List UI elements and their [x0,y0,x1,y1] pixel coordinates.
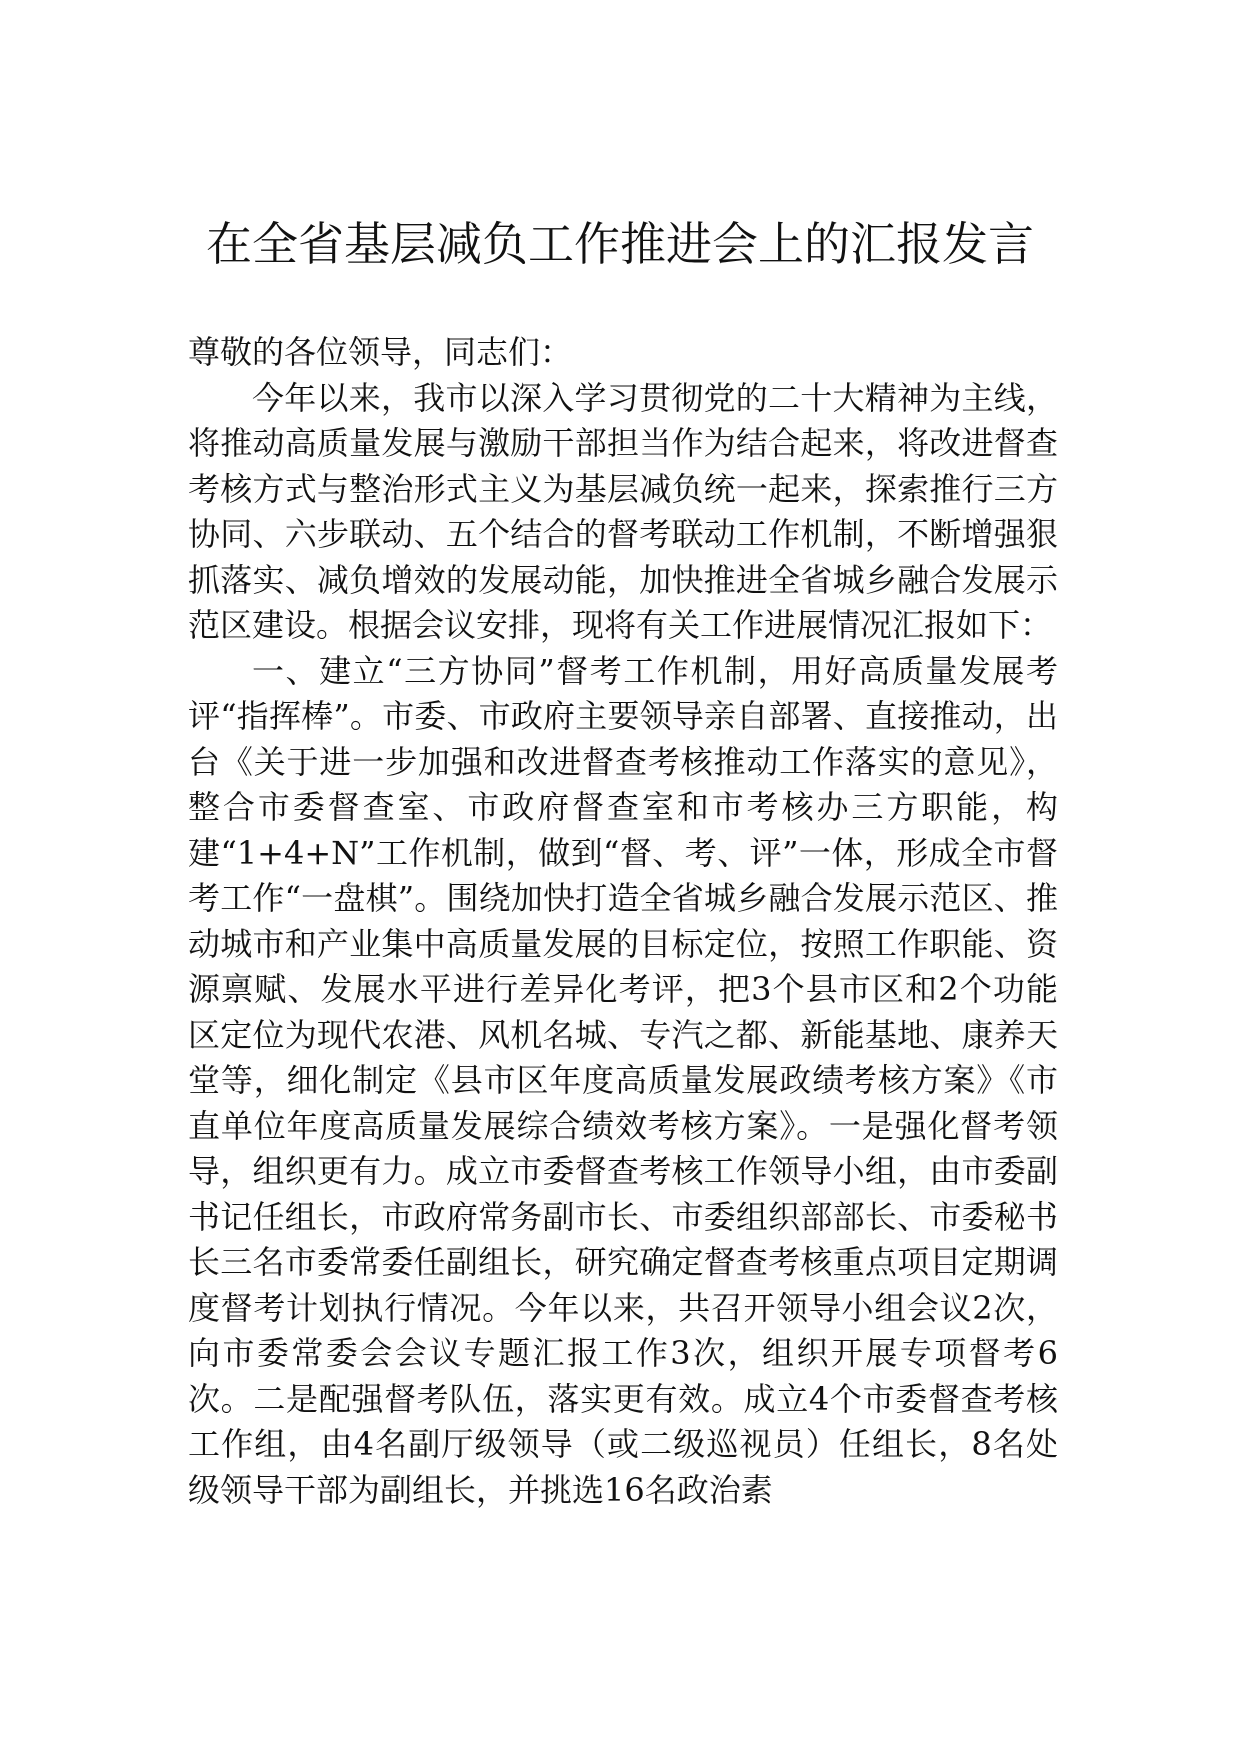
paragraph-section-one: 一、建立“三方协同”督考工作机制，用好高质量发展考评“指挥棒”。市委、市政府主要领导亲自部署、直接推动，出台《关于进一步加强和改进督查考核推动工作落实的意见》，整合市委督查室、市政府督查室和市考核办三方职能，构建“1+4+N”工作机制，做到“督、考、评”一体，形成全市督考工作“一盘棋”。围绕加快打造全省城乡融合发展示范区、推动城市和产业集中高质量发展的目标定位，按照工作职能、资源禀赋、发展水平进行差异化考评，把3个县市区和2个功能区定位为现代农港、风机名城、专汽之都、新能基地、康养天堂等，细化制定《县市区年度高质量发展政绩考核方案》《市直单位年度高质量发展综合绩效考核方案》。一是强化督考领导，组织更有力。成立市委督查考核工作领导小组，由市委副书记任组长，市政府常务副市长、市委组织部部长、市委秘书长三名市委常委任副组长，研究确定督查考核重点项目定期调度督考计划执行情况。今年以来，共召开领导小组会议2次，向市委常委会会议专题汇报工作3次，组织开展专项督考6次。二是配强督考队伍，落实更有效。成立4个市委督查考核工作组，由4名副厅级领导（或二级巡视员）任组长，8名处级领导干部为副组长，并挑选16名政治素 [188,651,1058,1509]
salutation: 尊敬的各位领导，同志们： [188,333,573,371]
paragraph-intro: 今年以来，我市以深入学习贯彻党的二十大精神为主线，将推动高质量发展与激励干部担当作为结合起来，将改进督查考核方式与整治形式主义为基层减负统一起来，探索推行三方协同、六步联动、五个结合的督考联动工作机制，不断增强狠抓落实、减负增效的发展动能，加快推进全省城乡融合发展示范区建设。根据会议安排，现将有关工作进展情况汇报如下： [188,378,1058,644]
document-body [188,330,1058,1513]
document-title: 在全省基层减负工作推进会上的汇报发言 [206,217,1034,271]
